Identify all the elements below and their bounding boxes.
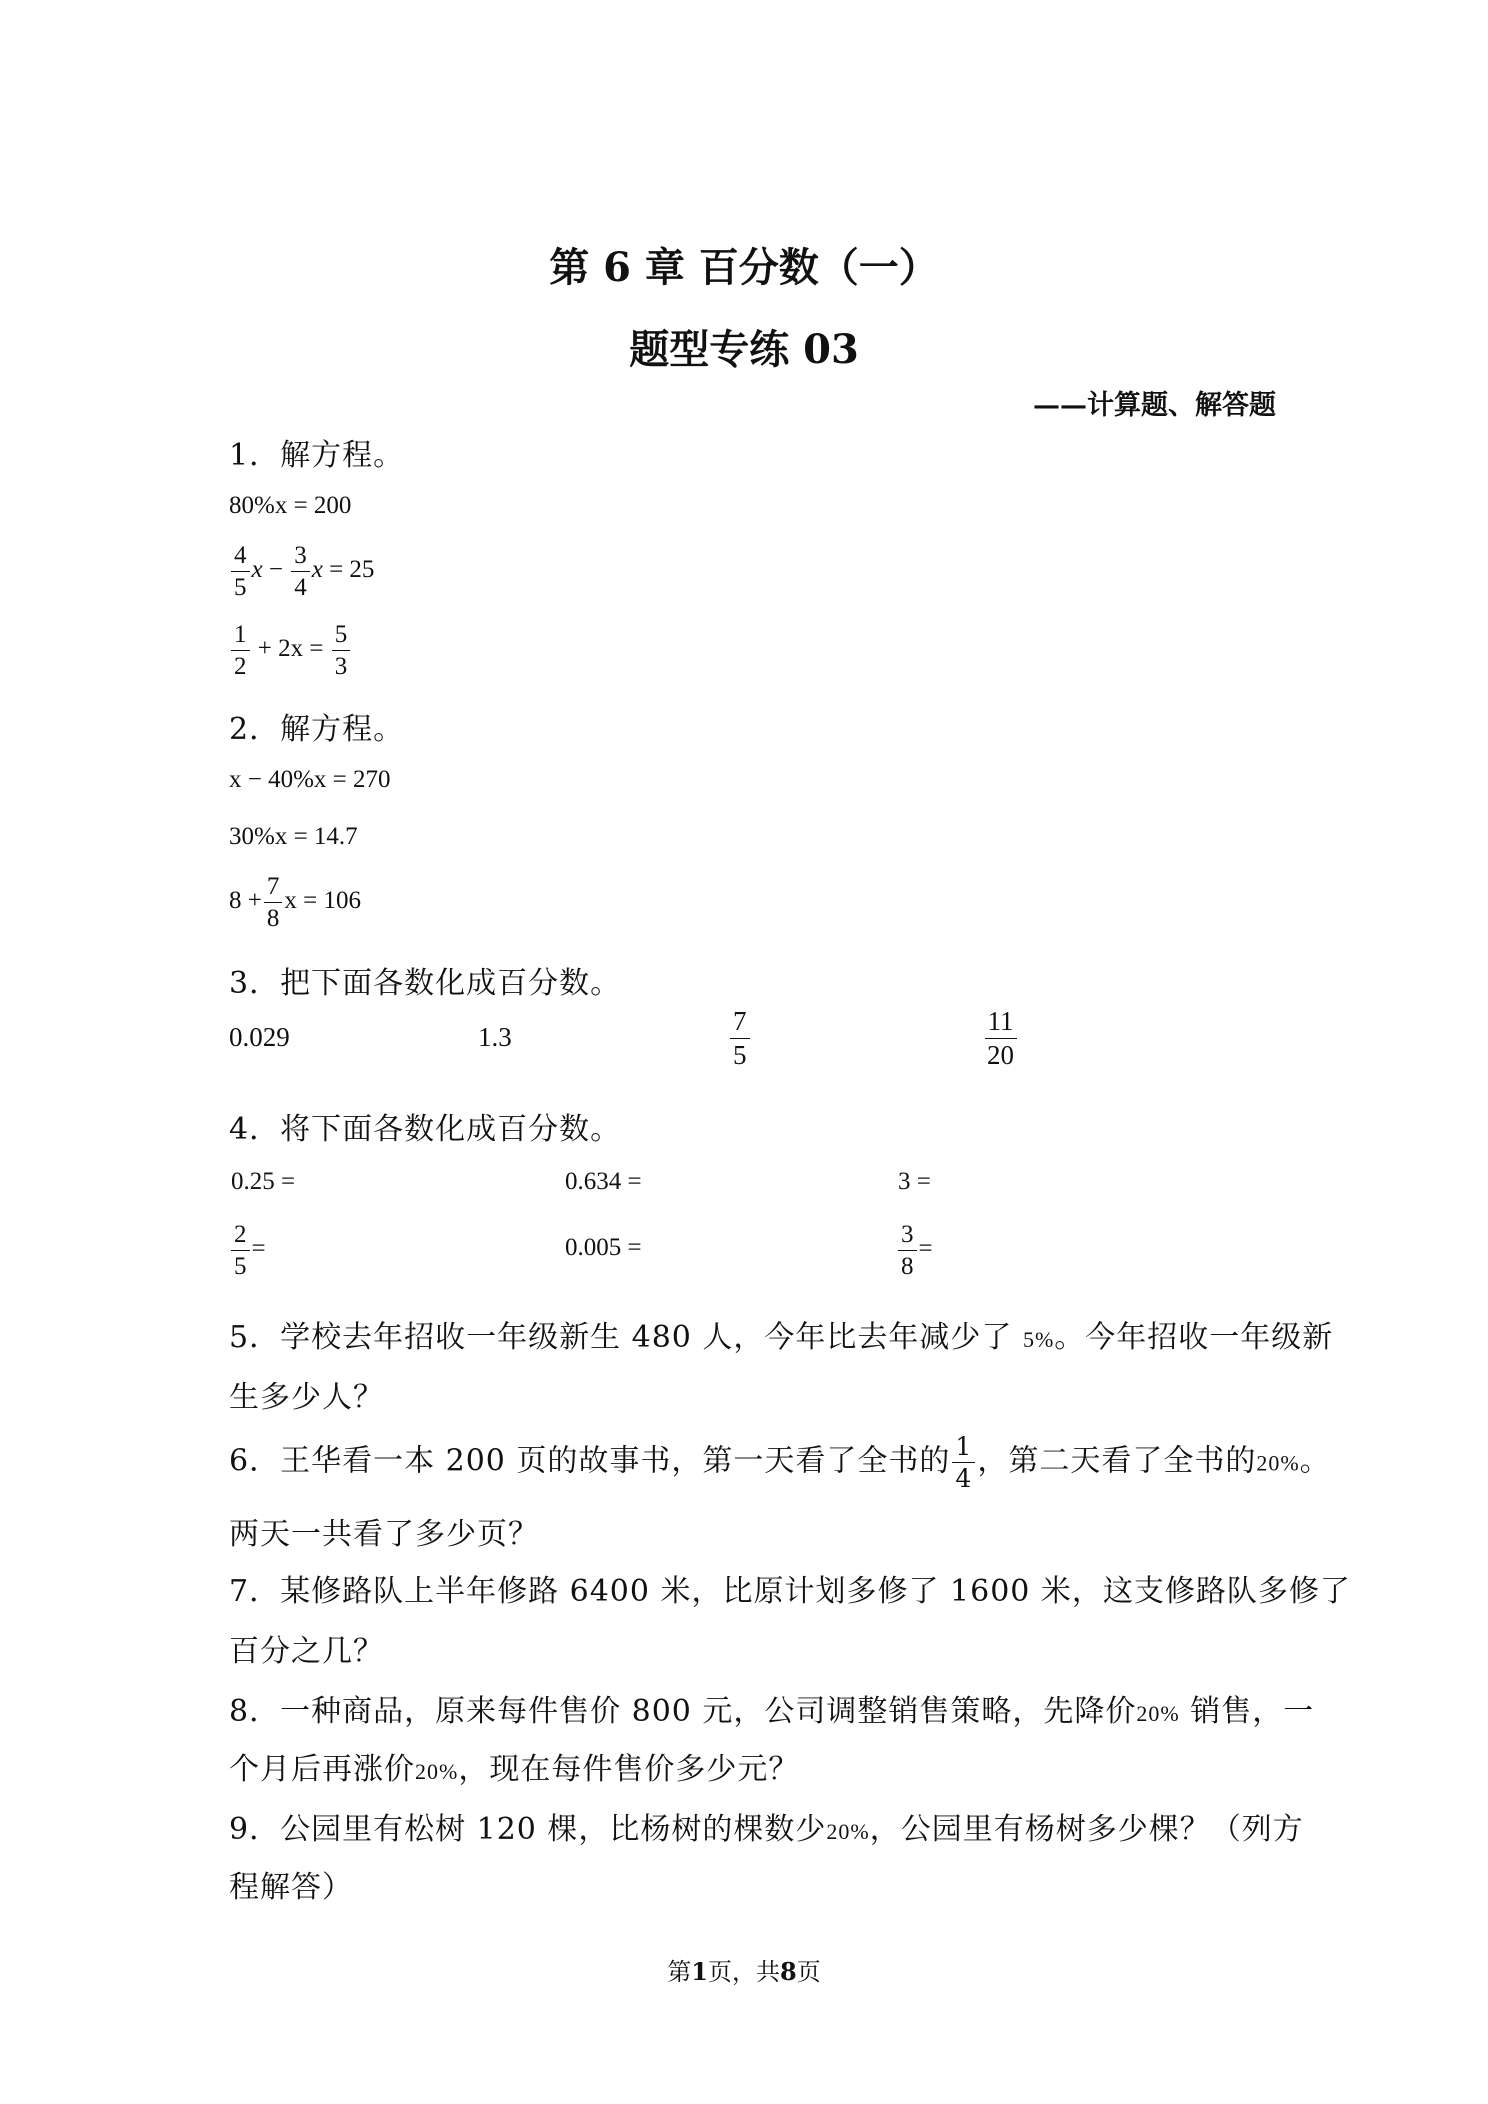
question-6-line-1: 6．王华看一本 200 页的故事书，第一天看了全书的 $\frac{1}{4}$ ，第二天看了全书的20%。 xyxy=(229,1432,1331,1493)
question-5-line-2: 生多少人？ xyxy=(229,1380,384,1415)
q1-equation-2: $\frac{4}{5}$ x − $\frac{3}{4}$ x = 25 xyxy=(229,543,374,600)
question-8-line-1: 8．一种商品，原来每件售价 800 元，公司调整销售策略，先降价20% 销售，一 xyxy=(229,1694,1315,1729)
fraction: $\frac{3}{4}$ xyxy=(291,543,310,600)
q2-equation-2: 30%x = 14.7 xyxy=(229,823,358,850)
fraction: $\frac{11}{20}$ xyxy=(984,1008,1017,1069)
question-7-line-1: 7．某修路队上半年修路 6400 米，比原计划多修了 1600 米，这支修路队多修了 xyxy=(229,1574,1351,1609)
q2-equation-3: 8 + $\frac{7}{8}$ x = 106 xyxy=(229,873,361,932)
question-category: ——计算题、解答题 xyxy=(1033,390,1276,421)
q3-value-1: 0.029 xyxy=(229,1022,290,1052)
q4-item-2: 0.634 = xyxy=(565,1168,642,1195)
q2-equation-1: x − 40%x = 270 xyxy=(229,766,391,793)
q3-value-3 xyxy=(728,1008,752,1069)
question-5-line-1: 5．学校去年招收一年级新生 480 人，今年比去年减少了 5%。今年招收一年级新 xyxy=(229,1320,1334,1355)
fraction: $\frac{7}{5}$ xyxy=(730,1008,750,1069)
q4-item-3: 3 = xyxy=(898,1168,931,1195)
fraction: $\frac{1}{4}$ xyxy=(952,1434,975,1491)
page-footer: 第1页，共8页 xyxy=(667,1957,821,1986)
fraction: $\frac{1}{2}$ xyxy=(231,622,250,679)
fraction: $\frac{3}{8}$ xyxy=(898,1222,917,1279)
question-3-label: 3．把下面各数化成百分数。 xyxy=(229,966,622,1001)
q4-item-4: $\frac{2}{5}$ = xyxy=(229,1222,266,1279)
question-7-line-2: 百分之几？ xyxy=(229,1634,384,1669)
page-title: 第 6 章 百分数（一） xyxy=(549,244,939,291)
q1-equation-1: 80%x = 200 xyxy=(229,492,352,519)
q3-value-2: 1.3 xyxy=(478,1022,512,1052)
question-1-label: 1．解方程。 xyxy=(229,438,405,473)
question-4-label: 4．将下面各数化成百分数。 xyxy=(229,1112,622,1147)
question-8-line-2: 个月后再涨价20%，现在每件售价多少元？ xyxy=(229,1752,800,1787)
fraction: $\frac{4}{5}$ xyxy=(231,543,250,600)
question-6-line-2: 两天一共看了多少页？ xyxy=(229,1517,539,1552)
question-9-line-1: 9．公园里有松树 120 棵，比杨树的棵数少20%，公园里有杨树多少棵？（列方 xyxy=(229,1812,1304,1847)
q4-item-6: $\frac{3}{8}$ = xyxy=(896,1222,933,1279)
page-subtitle: 题型专练 03 xyxy=(629,326,859,373)
q4-item-1: 0.25 = xyxy=(231,1168,296,1195)
q3-value-4 xyxy=(982,1008,1019,1069)
question-2-label: 2．解方程。 xyxy=(229,712,405,747)
fraction: $\frac{5}{3}$ xyxy=(332,622,351,679)
q1-equation-3: $\frac{1}{2}$ + 2x = $\frac{5}{3}$ xyxy=(229,622,352,679)
fraction: $\frac{7}{8}$ xyxy=(264,874,283,931)
q4-item-5: 0.005 = xyxy=(565,1234,642,1261)
fraction: $\frac{2}{5}$ xyxy=(231,1222,250,1279)
question-9-line-2: 程解答） xyxy=(229,1870,353,1905)
